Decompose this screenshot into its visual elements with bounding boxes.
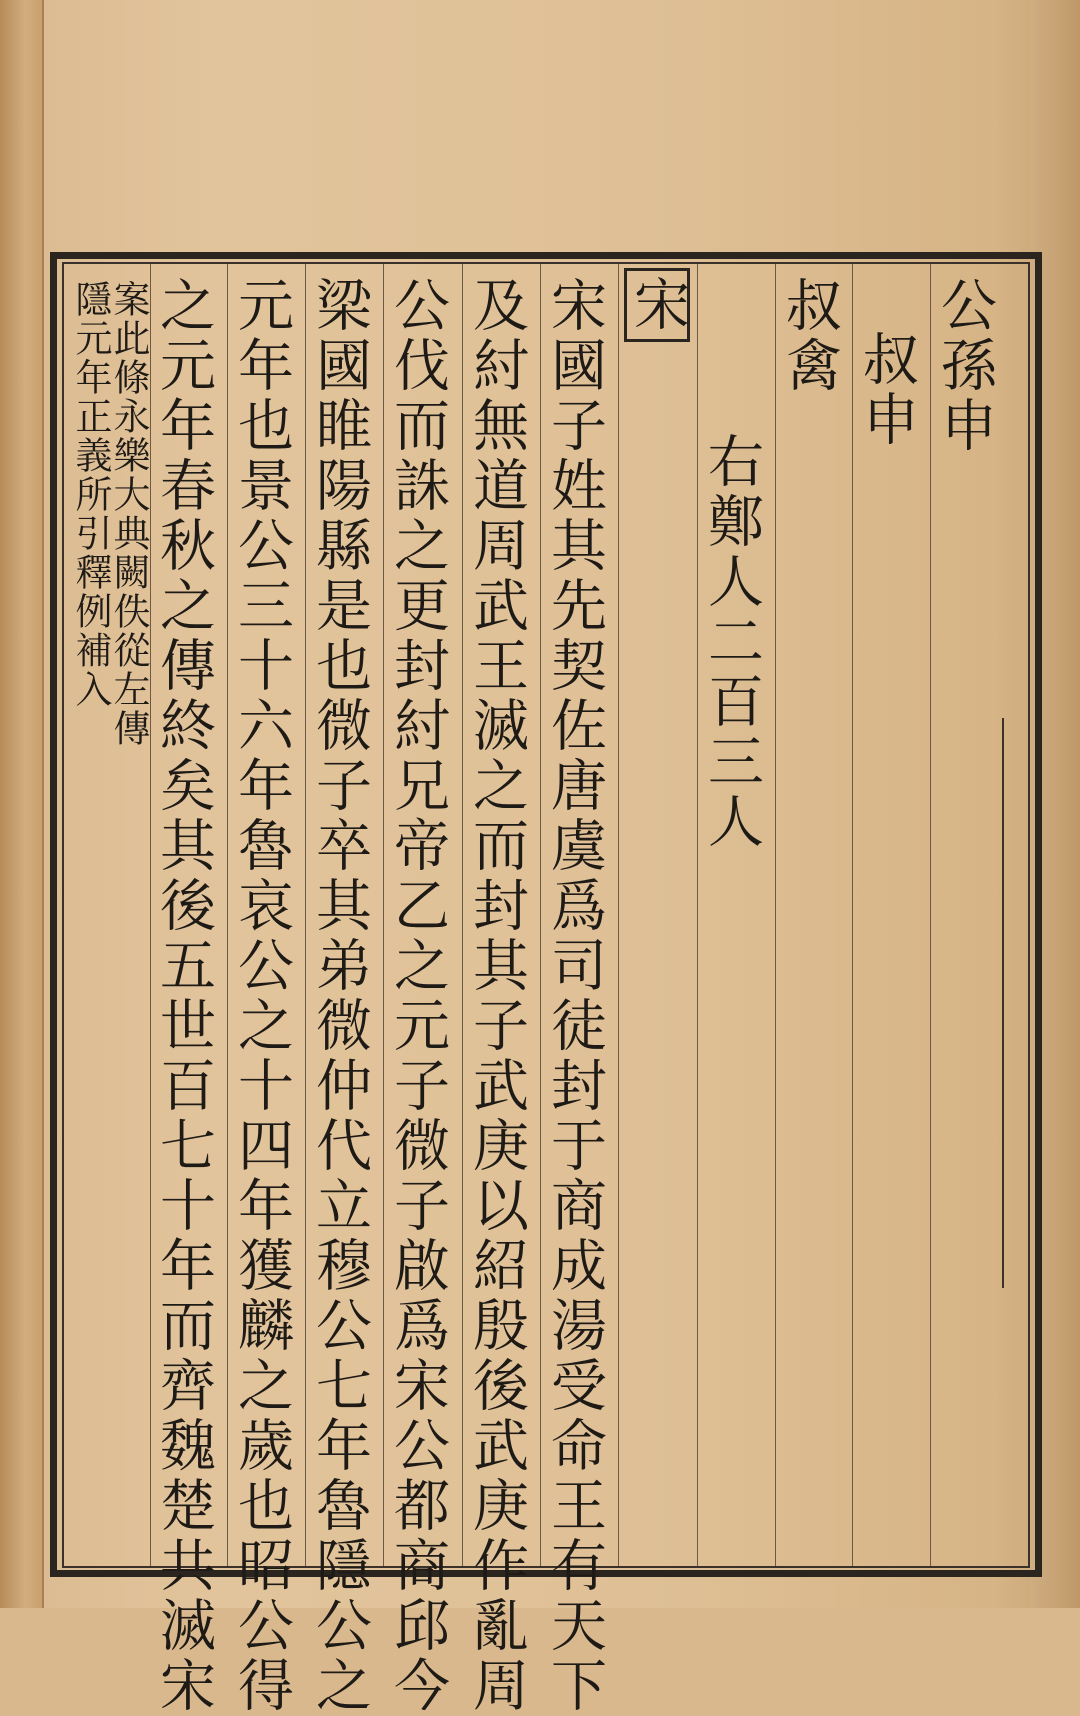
- column-rule: [540, 264, 541, 1566]
- annotation-note-line-1: 案此條永樂大典闕佚從左傳: [107, 280, 150, 748]
- text-column: 宋國子姓其先契佐唐虞爲司徒封于商成湯受命王有天下: [542, 276, 607, 1716]
- column-name-shushen: 叔申: [854, 330, 919, 450]
- column-rule: [383, 264, 384, 1566]
- left-page-edge: [0, 0, 44, 1608]
- column-rule: [618, 264, 619, 1566]
- column-rule: [697, 264, 698, 1566]
- text-column: 公伐而誅之更封紂兄帝乙之元子微子啟爲宋公都商邱今: [385, 276, 450, 1716]
- column-rule: [930, 264, 931, 1566]
- column-rule: [227, 264, 228, 1566]
- column-rule: [462, 264, 463, 1566]
- page-center-margin: [1002, 718, 1032, 1288]
- column-rule: [305, 264, 306, 1566]
- column-rule: [852, 264, 853, 1566]
- column-name-gongsunshen: 公孫申: [932, 276, 997, 456]
- section-heading-song: 宋: [624, 268, 690, 342]
- column-summary-zheng: 右鄭人二百三人: [699, 432, 764, 852]
- text-column: 之元年春秋之傳終矣其後五世百七十年而齊魏楚共滅宋: [151, 276, 216, 1716]
- text-column: 及紂無道周武王滅之而封其子武庚以紹殷後武庚作亂周: [464, 276, 529, 1716]
- column-rule: [775, 264, 776, 1566]
- text-column: 梁國睢陽縣是也微子卒其弟微仲代立穆公七年魯隱公之: [307, 276, 372, 1716]
- annotation-note-line-2: 隱元年正義所引釋例補入: [69, 280, 112, 709]
- column-name-shuqin: 叔禽: [777, 276, 842, 396]
- text-column: 元年也景公三十六年魯哀公之十四年獲麟之歲也昭公得: [229, 276, 294, 1716]
